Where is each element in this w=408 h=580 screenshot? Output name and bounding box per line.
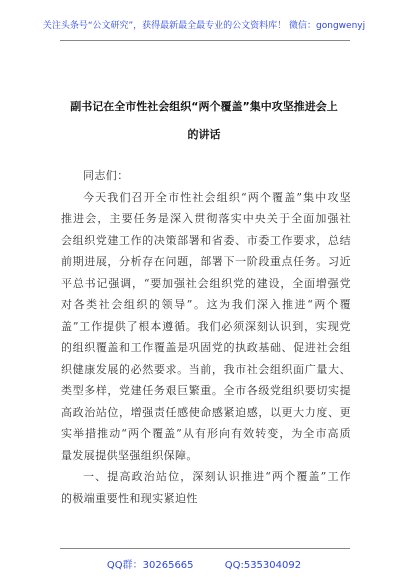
document-title-continued: 的讲话 [187,128,221,141]
document-title: 副书记在全市性社会组织“两个覆盖”集中攻坚推进会上 [70,100,338,113]
body-line: 前期进展，分析存在问题，部署下一阶段重点任务。习近 [61,255,351,268]
header-divider [60,40,350,41]
header-note: 关注头条号“公文研究”，获得最新最全最专业的公文资料库！ 微信：gongwenyj [42,21,366,31]
body-line: 平总书记强调，“要加强社会组织党的建设，全面增强党 [61,276,351,290]
body-line: 今天我们召开全市性社会组织“两个覆盖”集中攻坚 [83,190,351,204]
document-body [61,165,351,509]
body-line: 对各类社会组织的领导”。这为我们深入推进“两个覆 [61,298,351,311]
section-heading: 一、提高政治站位，深刻认识推进“两个覆盖”工作 [83,470,351,483]
body-line: 的组织覆盖和工作覆盖是巩固党的执政基础、促进社会组 [61,341,351,354]
footer [0,556,408,571]
footer-qq: QQ:535304092 [224,560,302,571]
body-line: 实举措推动“两个覆盖”从有形向有效转变，为全市高质 [61,427,351,440]
footer-qq-group: QQ群：30265665 [106,560,194,571]
body-line: 织健康发展的必然要求。当前，我市社会组织面广量大、 [61,362,351,376]
section-heading-continued: 的极端重要性和现实紧迫性 [61,491,198,505]
body-line: 高政治站位，增强责任感使命感紧迫感，以更大力度、更 [61,405,351,419]
salutation: 同志们： [83,169,129,182]
footer-divider [60,548,350,549]
body-line: 类型多样，党建任务艰巨繁重。全市各级党组织要切实提 [61,384,351,397]
body-line: 量发展提供坚强组织保障。 [61,448,198,462]
body-line: 推进会，主要任务是深入贯彻落实中央关于全面加强社 [61,212,351,225]
body-line: 盖”工作提供了根本遵循。我们必须深刻认识到，实现党 [61,319,351,333]
body-line: 会组织党建工作的决策部署和省委、市委工作要求，总结 [61,233,351,247]
